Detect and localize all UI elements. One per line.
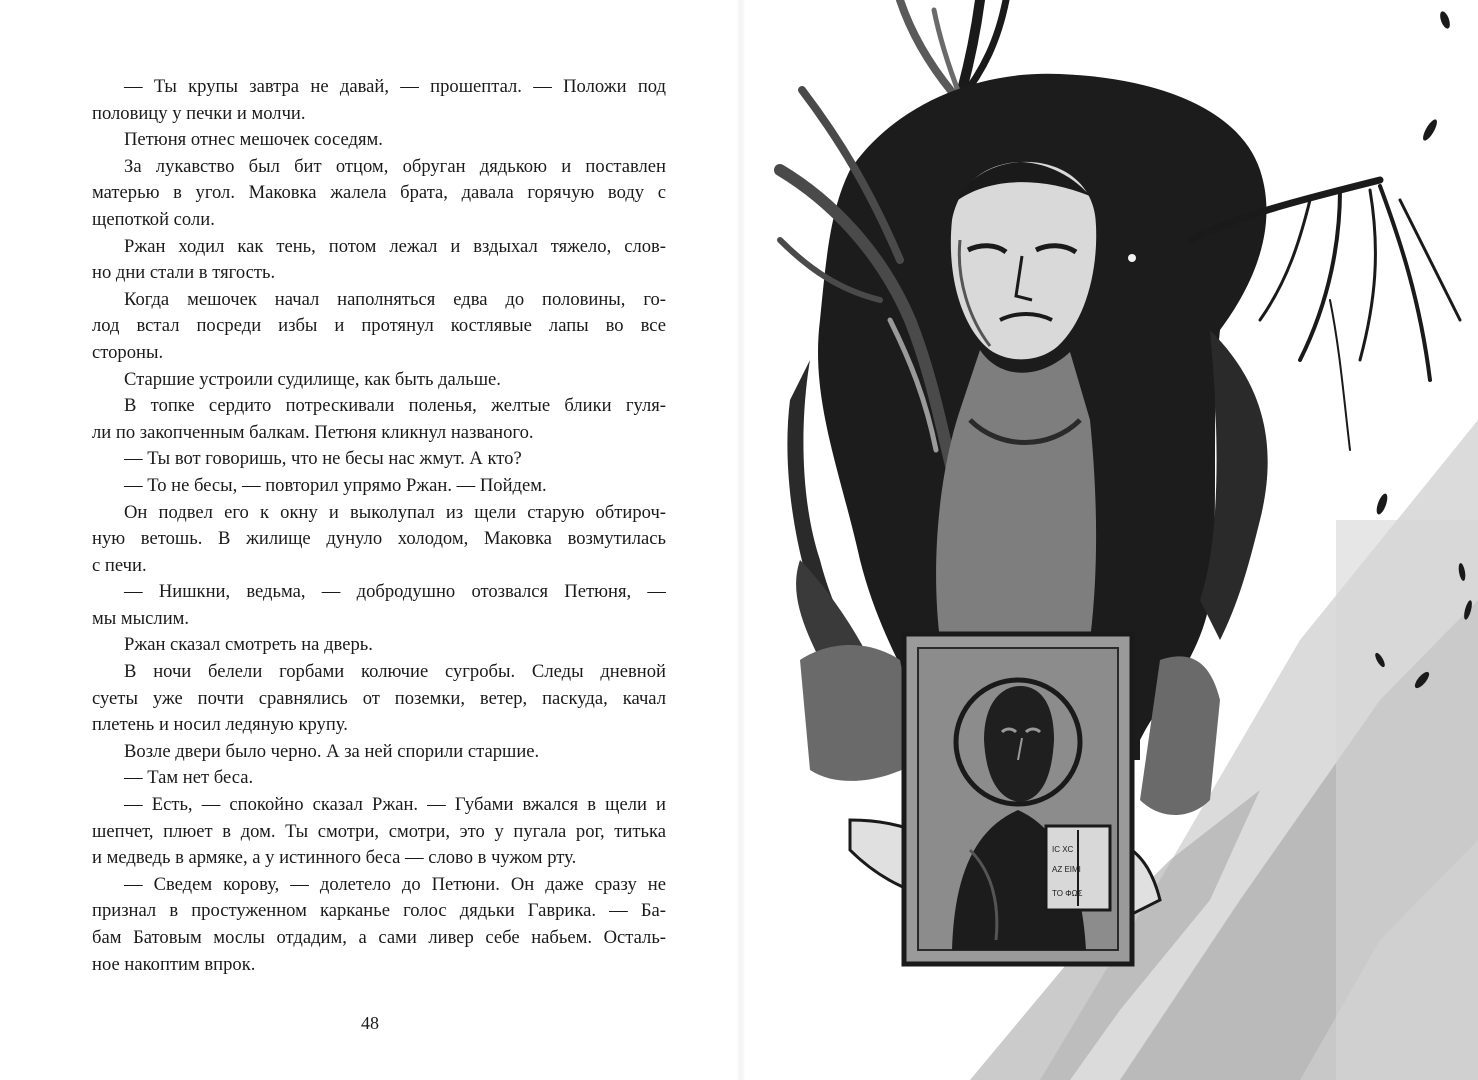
icon-board xyxy=(904,634,1132,964)
text-line: — То не бесы, — повторил упрямо Ржан. — Пойдем. xyxy=(124,474,547,496)
text-line: — Сведем корову, — долетело до Петюни. Он даже сразу не xyxy=(124,873,666,895)
text-line: щепоткой соли. xyxy=(92,208,215,230)
text-line: но дни стали в тягость. xyxy=(92,262,276,284)
text-line: За лукавство был бит отцом, обруган дядькою и поставлен xyxy=(124,155,666,177)
text-line: суеты уже почти сравнялись от поземки, ветер, паскуда, качал xyxy=(92,687,666,709)
text-line: — Там нет беса. xyxy=(124,767,254,789)
text-line: признал в простуженном карканье голос дядьки Гаврика. — Ба- xyxy=(92,900,666,922)
text-line: Возле двери было черно. А за ней спорили старшие. xyxy=(124,740,540,762)
text-line: бам Батовым мослы отдадим, а сами ливер себе набьем. Осталь- xyxy=(92,927,666,948)
text-line: мы мыслим. xyxy=(92,607,190,629)
text-line: — Есть, — спокойно сказал Ржан. — Губами вжался в щели и xyxy=(124,794,666,816)
text-line: — Ты вот говоришь, что не бесы нас жмут. А кто? xyxy=(124,448,522,470)
text-line: ли по закопченным балкам. Петюня кликнул названого. xyxy=(92,421,534,443)
text-line: Он подвел его к окну и выколупал из щели старую обтироч- xyxy=(124,501,666,523)
illustration xyxy=(740,0,1478,1080)
text-line: стороны. xyxy=(92,341,164,363)
text-line: Ржан ходил как тень, потом лежал и вздыхал тяжело, слов- xyxy=(124,235,666,257)
gutter-shadow xyxy=(736,0,746,1080)
text-line: Старшие устроили судилище, как быть дальше. xyxy=(124,368,501,390)
text-line: Ржан сказал смотреть на дверь. xyxy=(124,634,373,656)
text-line: — Ты крупы завтра не давай, — прошептал. — Положи под xyxy=(124,76,666,97)
text-line: В топке сердито потрескивали поленья, желтые блики гуля- xyxy=(124,395,666,417)
text-line: и медведь в армяке, а у истинного беса — слово в чужом рту. xyxy=(92,847,577,869)
text-line: шепчет, плюет в дом. Ты смотри, смотри, это у пугала рог, титька xyxy=(92,820,666,842)
text-line: матерью в угол. Маковка жалела брата, давала горячую воду с xyxy=(92,182,666,204)
text-line: ное накоптим впрок. xyxy=(92,953,256,975)
text-line: ную ветошь. В жилище дунуло холодом, Маковка возмутилась xyxy=(92,528,666,550)
text-line: — Нишкни, ведьма, — добродушно отозвался Петюня, — xyxy=(124,581,666,603)
text-line: плетень и носил ледяную крупу. xyxy=(92,714,348,736)
icon-glyph-3: ΤΟ ΦΩΣ xyxy=(1052,889,1083,898)
text-line: половицу у печки и молчи. xyxy=(92,102,306,124)
text-line: В ночи белели горбами колючие сугробы. Следы дневной xyxy=(124,661,666,683)
text-line: с печи. xyxy=(92,554,147,576)
icon-glyph-1: IC XC xyxy=(1052,845,1074,854)
text-line: лод встал посреди избы и протянул костлявые лапы во все xyxy=(92,315,666,337)
body-text xyxy=(92,74,666,978)
page-number: 48 xyxy=(361,1013,379,1033)
text-line: Когда мешочек начал наполняться едва до половины, го- xyxy=(124,288,666,310)
icon-glyph-2: ΑΖ ΕΙΜΙ xyxy=(1052,865,1081,874)
right-page xyxy=(740,0,1478,1080)
text-line: Петюня отнес мешочек соседям. xyxy=(124,129,383,151)
